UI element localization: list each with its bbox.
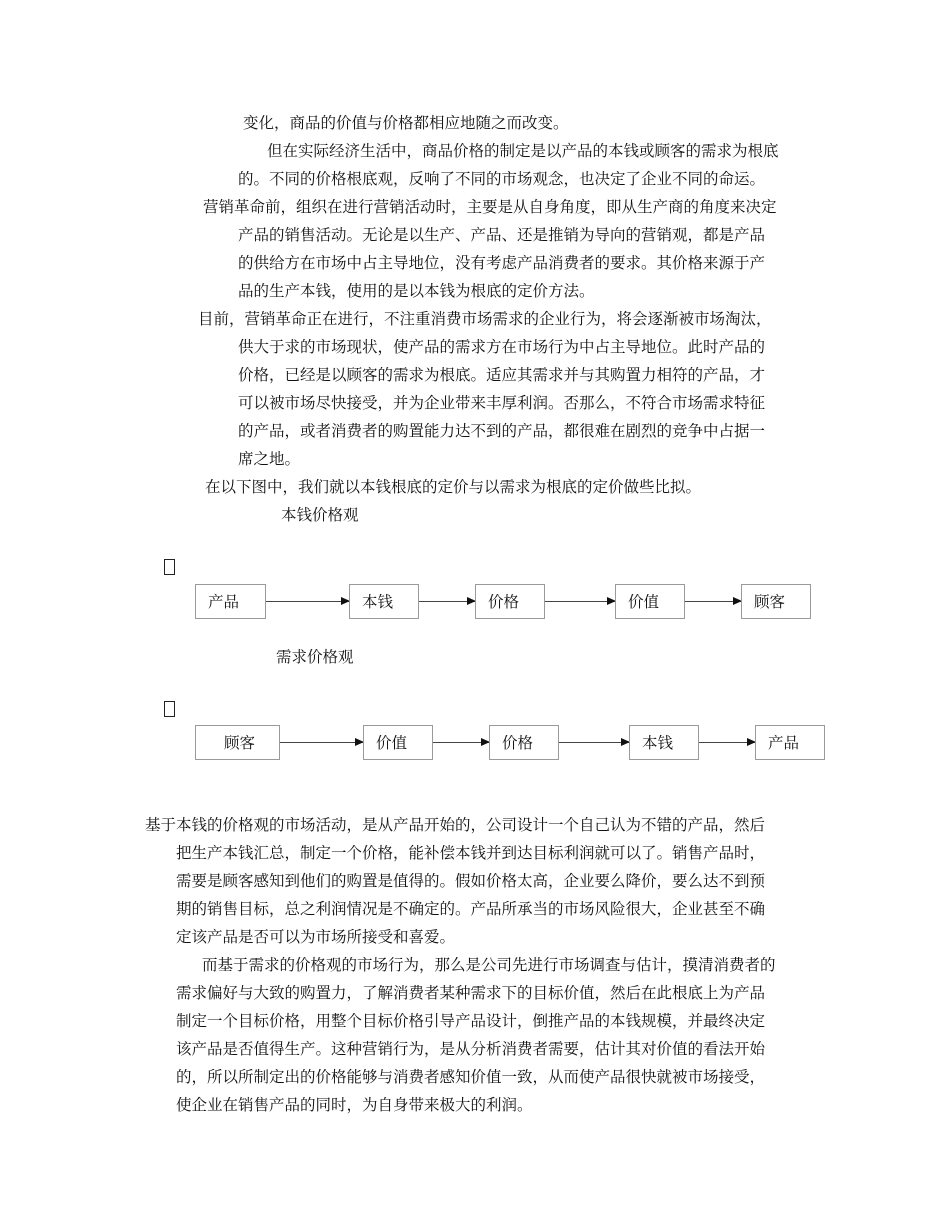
- text-line: 把生产本钱汇总，制定一个价格，能补偿本钱并到达目标利润就可以了。销售产品时，: [176, 844, 766, 862]
- text-line: 在以下图中，我们就以本钱根底的定价与以需求为根底的定价做些比拟。: [205, 478, 702, 496]
- arrow-connector: [433, 742, 489, 743]
- text-line: 该产品是否值得生产。这种营销行为，是从分析消费者需要，估计其对价值的看法开始: [176, 1040, 766, 1058]
- arrow-connector: [419, 601, 475, 602]
- flow-box-label: 顾客: [224, 734, 256, 752]
- arrow-connector: [280, 742, 363, 743]
- flow-box: [629, 725, 699, 760]
- text-line: 制定一个目标价格，用整个目标价格引导产品设计，倒推产品的本钱规模，并最终决定: [176, 1012, 766, 1030]
- text-line: 品的生产本钱，使用的是以本钱为根底的定价方法。: [238, 282, 595, 300]
- text-line: 需要是顾客感知到他们的购置是值得的。假如价格太高，企业要么降价，要么达不到预: [176, 872, 766, 890]
- placeholder-glyph-icon: [164, 701, 175, 717]
- flow-box: [195, 584, 266, 619]
- text-line: 价格，已经是以顾客的需求为根底。适应其需求并与其购置力相符的产品，才: [238, 366, 766, 384]
- arrow-connector: [685, 601, 741, 602]
- flow-box-label: 顾客: [754, 593, 786, 611]
- arrow-connector: [266, 601, 349, 602]
- text-line: 可以被市场尽快接受，并为企业带来丰厚利润。否那么，不符合市场需求特征: [238, 394, 766, 412]
- text-line: 变化，商品的价值与价格都相应地随之而改变。: [243, 114, 569, 132]
- text-line: 营销革命前，组织在进行营销活动时，主要是从自身角度，即从生产商的角度来决定: [203, 198, 777, 216]
- text-line: 目前，营销革命正在进行，不注重消费市场需求的企业行为，将会逐渐被市场淘汰，: [198, 310, 772, 328]
- flow-box: [195, 725, 280, 760]
- flow-box: [475, 584, 545, 619]
- flow-box-label: 价格: [488, 593, 520, 611]
- text-line: 席之地。: [238, 450, 301, 468]
- placeholder-glyph-icon: [164, 559, 175, 575]
- flow-box-label: 本钱: [362, 593, 394, 611]
- flow-box-label: 本钱: [642, 734, 674, 752]
- text-line: 期的销售目标，总之利润情况是不确定的。产品所承当的市场风险很大，企业甚至不确: [176, 900, 766, 918]
- text-line: 产品的销售活动。无论是以生产、产品、还是推销为导向的营销观，都是产品: [238, 226, 766, 244]
- text-line: 但在实际经济生活中，商品价格的制定是以产品的本钱或顾客的需求为根底: [267, 142, 779, 160]
- flow-box: [489, 725, 559, 760]
- flow-box-label: 产品: [768, 734, 800, 752]
- diagram-title: 需求价格观: [276, 648, 354, 666]
- flow-box-label: 价格: [502, 734, 534, 752]
- text-line: 定该产品是否可以为市场所接受和喜爱。: [176, 928, 456, 946]
- flow-box: [615, 584, 685, 619]
- flow-box-label: 价值: [376, 734, 408, 752]
- diagram-title: 本钱价格观: [281, 506, 359, 524]
- arrow-connector: [699, 742, 755, 743]
- flow-box: [349, 584, 419, 619]
- text-line: 供大于求的市场现状，使产品的需求方在市场行为中占主导地位。此时产品的: [238, 338, 766, 356]
- flow-box-label: 产品: [208, 593, 240, 611]
- flow-box: [741, 584, 811, 619]
- text-line: 基于本钱的价格观的市场活动，是从产品开始的，公司设计一个自己认为不错的产品，然后: [145, 816, 766, 834]
- text-line: 的。不同的价格根底观，反响了不同的市场观念，也决定了企业不同的命运。: [238, 170, 766, 188]
- flow-box-label: 价值: [628, 593, 660, 611]
- arrow-connector: [545, 601, 615, 602]
- text-line: 的供给方在市场中占主导地位，没有考虑产品消费者的要求。其价格来源于产: [238, 254, 766, 272]
- text-line: 的，所以所制定出的价格能够与消费者感知价值一致，从而使产品很快就被市场接受，: [176, 1068, 766, 1086]
- flow-box: [755, 725, 825, 760]
- text-line: 而基于需求的价格观的市场行为，那么是公司先进行市场调查与估计，摸清消费者的: [202, 956, 776, 974]
- arrow-connector: [559, 742, 629, 743]
- flow-box: [363, 725, 433, 760]
- text-line: 的产品，或者消费者的购置能力达不到的产品，都很难在剧烈的竞争中占据一: [238, 422, 766, 440]
- text-line: 需求偏好与大致的购置力，了解消费者某种需求下的目标价值，然后在此根底上为产品: [176, 984, 766, 1002]
- text-line: 使企业在销售产品的同时，为自身带来极大的利润。: [176, 1096, 533, 1114]
